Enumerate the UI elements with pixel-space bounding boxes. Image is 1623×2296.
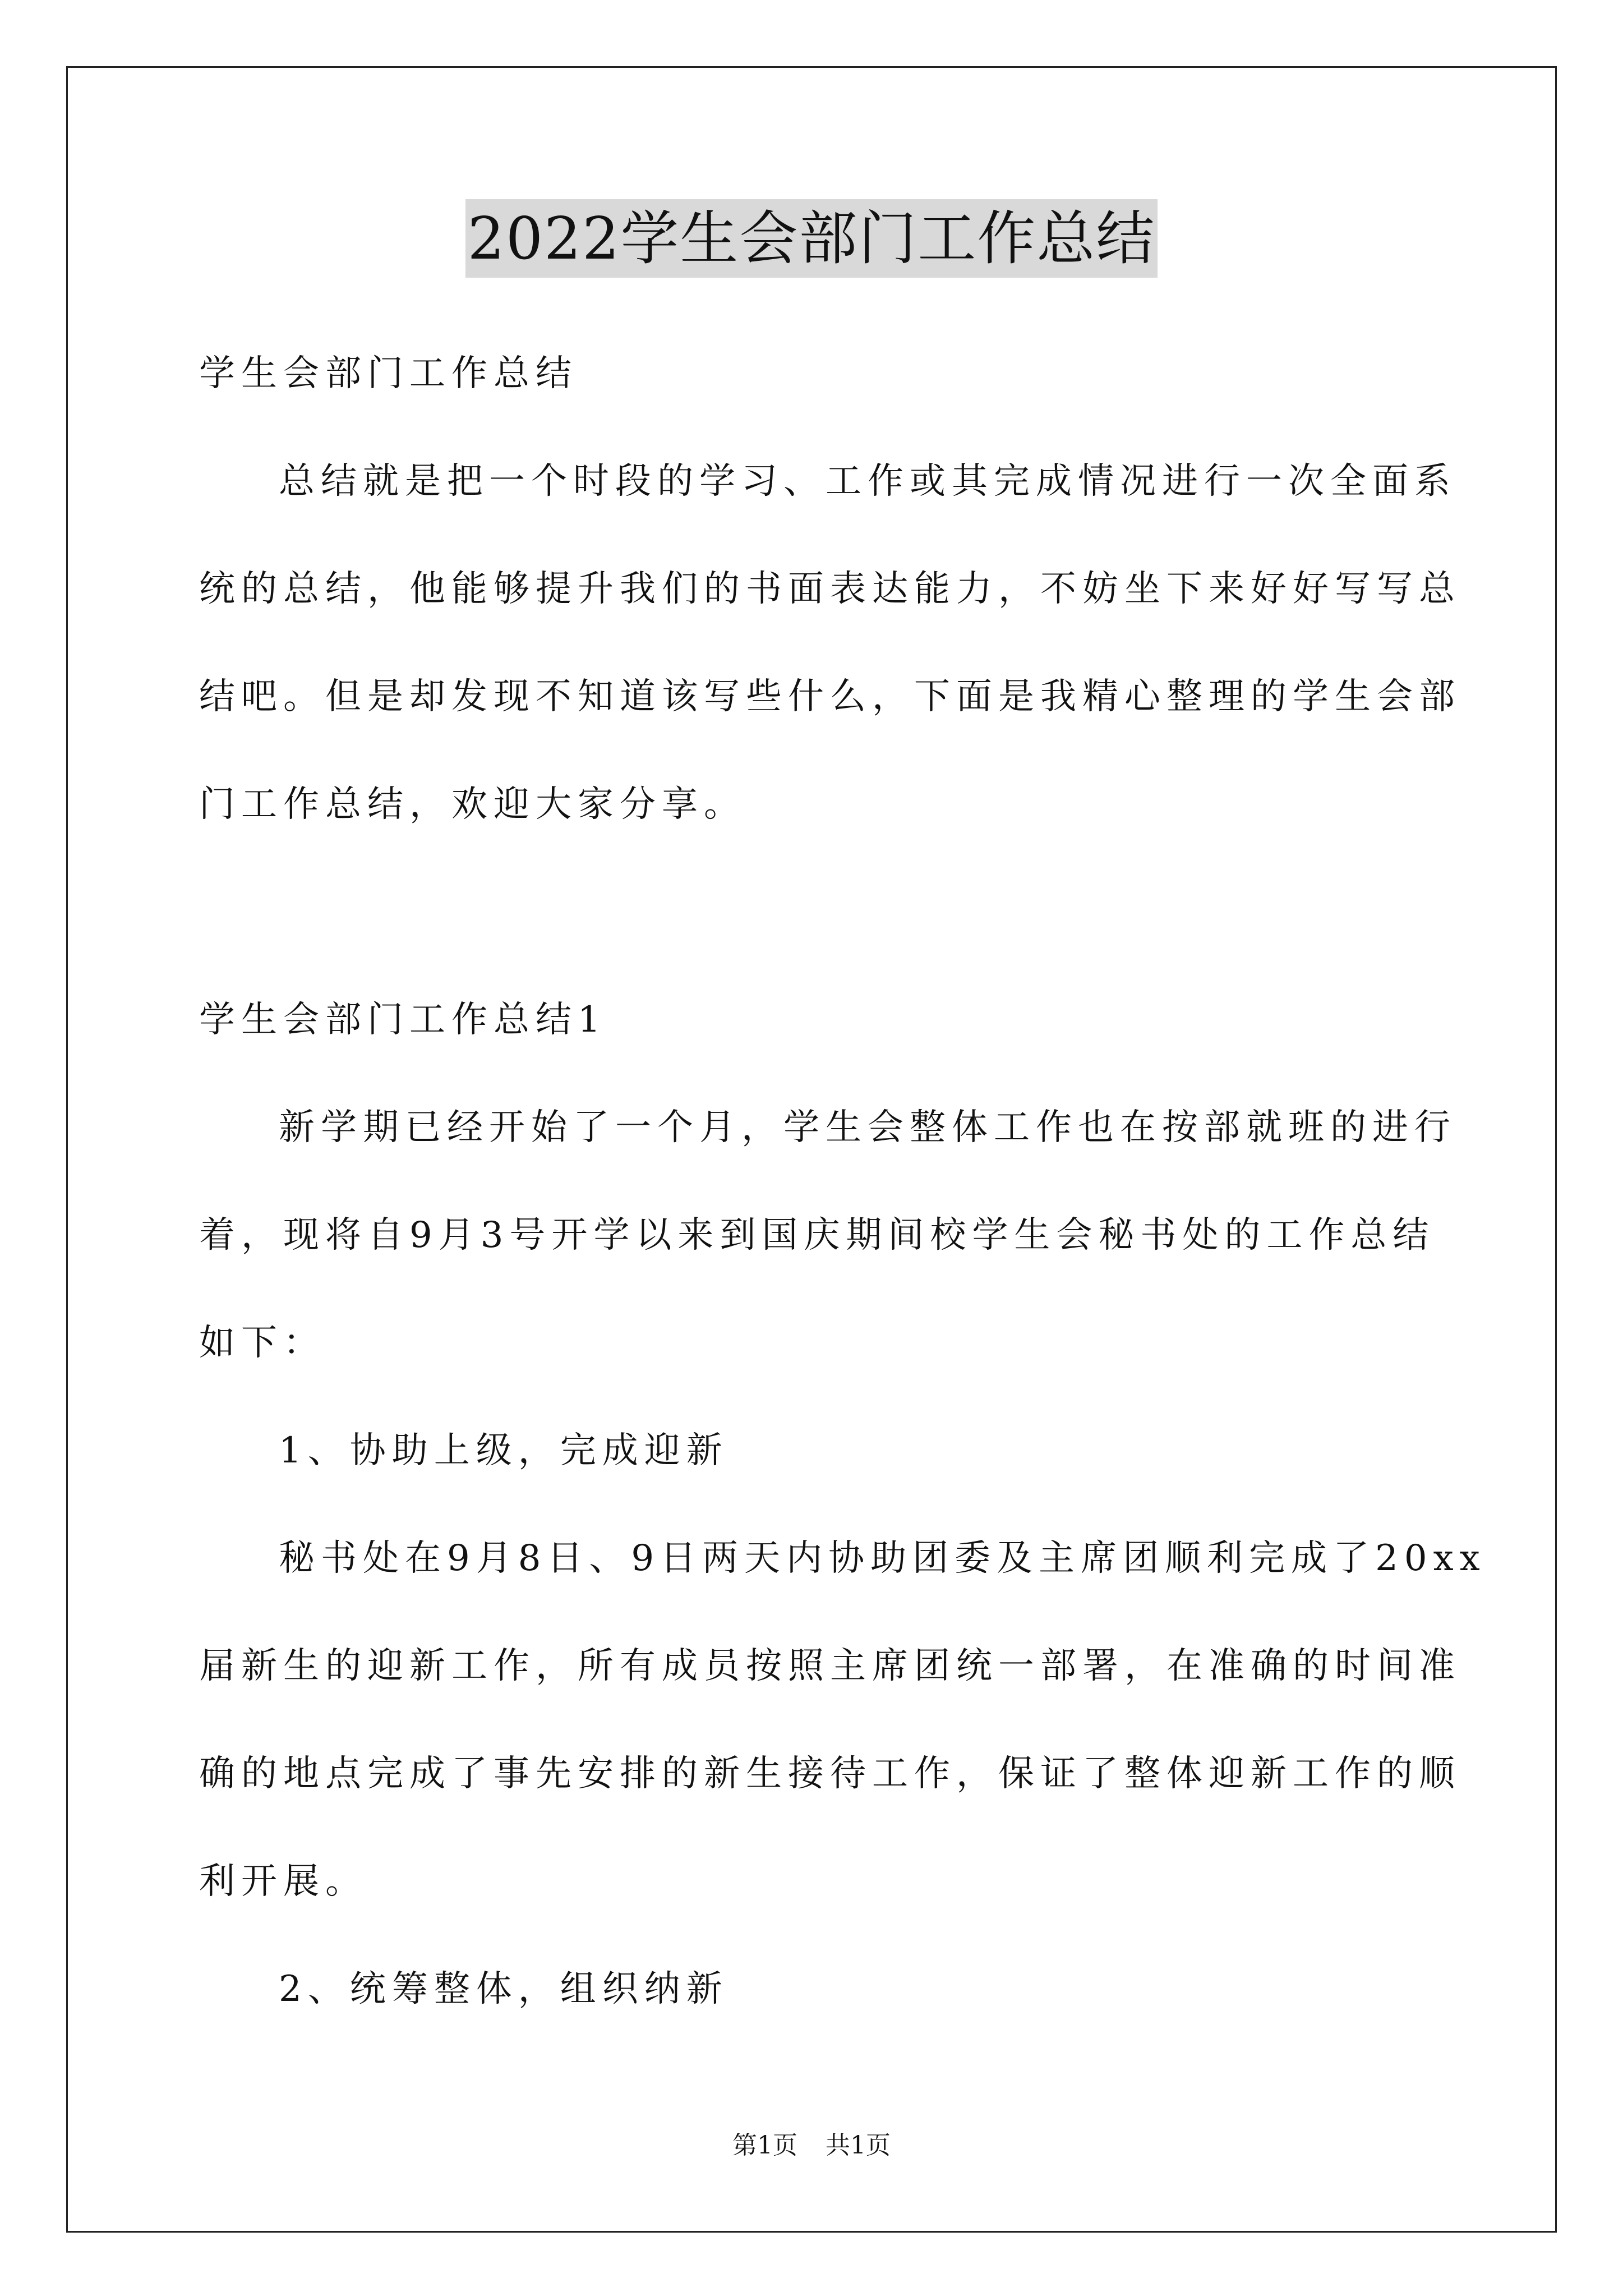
document-subtitle: 学生会部门工作总结: [199, 353, 578, 394]
document-body: [199, 320, 1486, 2043]
item1-heading: 1、协助上级，完成迎新: [279, 1430, 728, 1471]
intro-line: 总结就是把一个时段的学习、工作或其完成情况进行一次全面系: [279, 461, 1456, 502]
intro-line: 统的总结，他能够提升我们的书面表达能力，不妨坐下来好好写写总: [199, 568, 1461, 610]
page-total: 共1页: [826, 2131, 891, 2160]
section1-line: 着，现将自9月3号开学以来到国庆期间校学生会秘书处的工作总结: [199, 1214, 1435, 1256]
section1-line: 如下：: [199, 1322, 325, 1364]
section-heading: 学生会部门工作总结1: [199, 999, 607, 1041]
item2-heading: 2、统筹整体，组织纳新: [279, 1968, 728, 2010]
section1-line: 新学期已经开始了一个月，学生会整体工作也在按部就班的进行: [279, 1107, 1456, 1148]
title-wrap: [0, 199, 1623, 278]
item1-line: 利开展。: [199, 1861, 367, 1902]
intro-line: 门工作总结，欢迎大家分享。: [199, 784, 746, 825]
item1-line: 届新生的迎新工作，所有成员按照主席团统一部署，在准确的时间准: [199, 1645, 1461, 1687]
page-number: 第1页: [732, 2131, 797, 2160]
document-title: 2022学生会部门工作总结: [465, 199, 1158, 278]
paragraph-gap: [199, 858, 1427, 966]
intro-line: 结吧。但是却发现不知道该写些什么，下面是我精心整理的学生会部: [199, 676, 1461, 717]
item1-line: 秘书处在9月8日、9日两天内协助团委及主席团顺利完成了20xx: [279, 1538, 1486, 1579]
page-footer: [0, 2129, 1623, 2162]
item1-line: 确的地点完成了事先安排的新生接待工作，保证了整体迎新工作的顺: [199, 1753, 1461, 1795]
